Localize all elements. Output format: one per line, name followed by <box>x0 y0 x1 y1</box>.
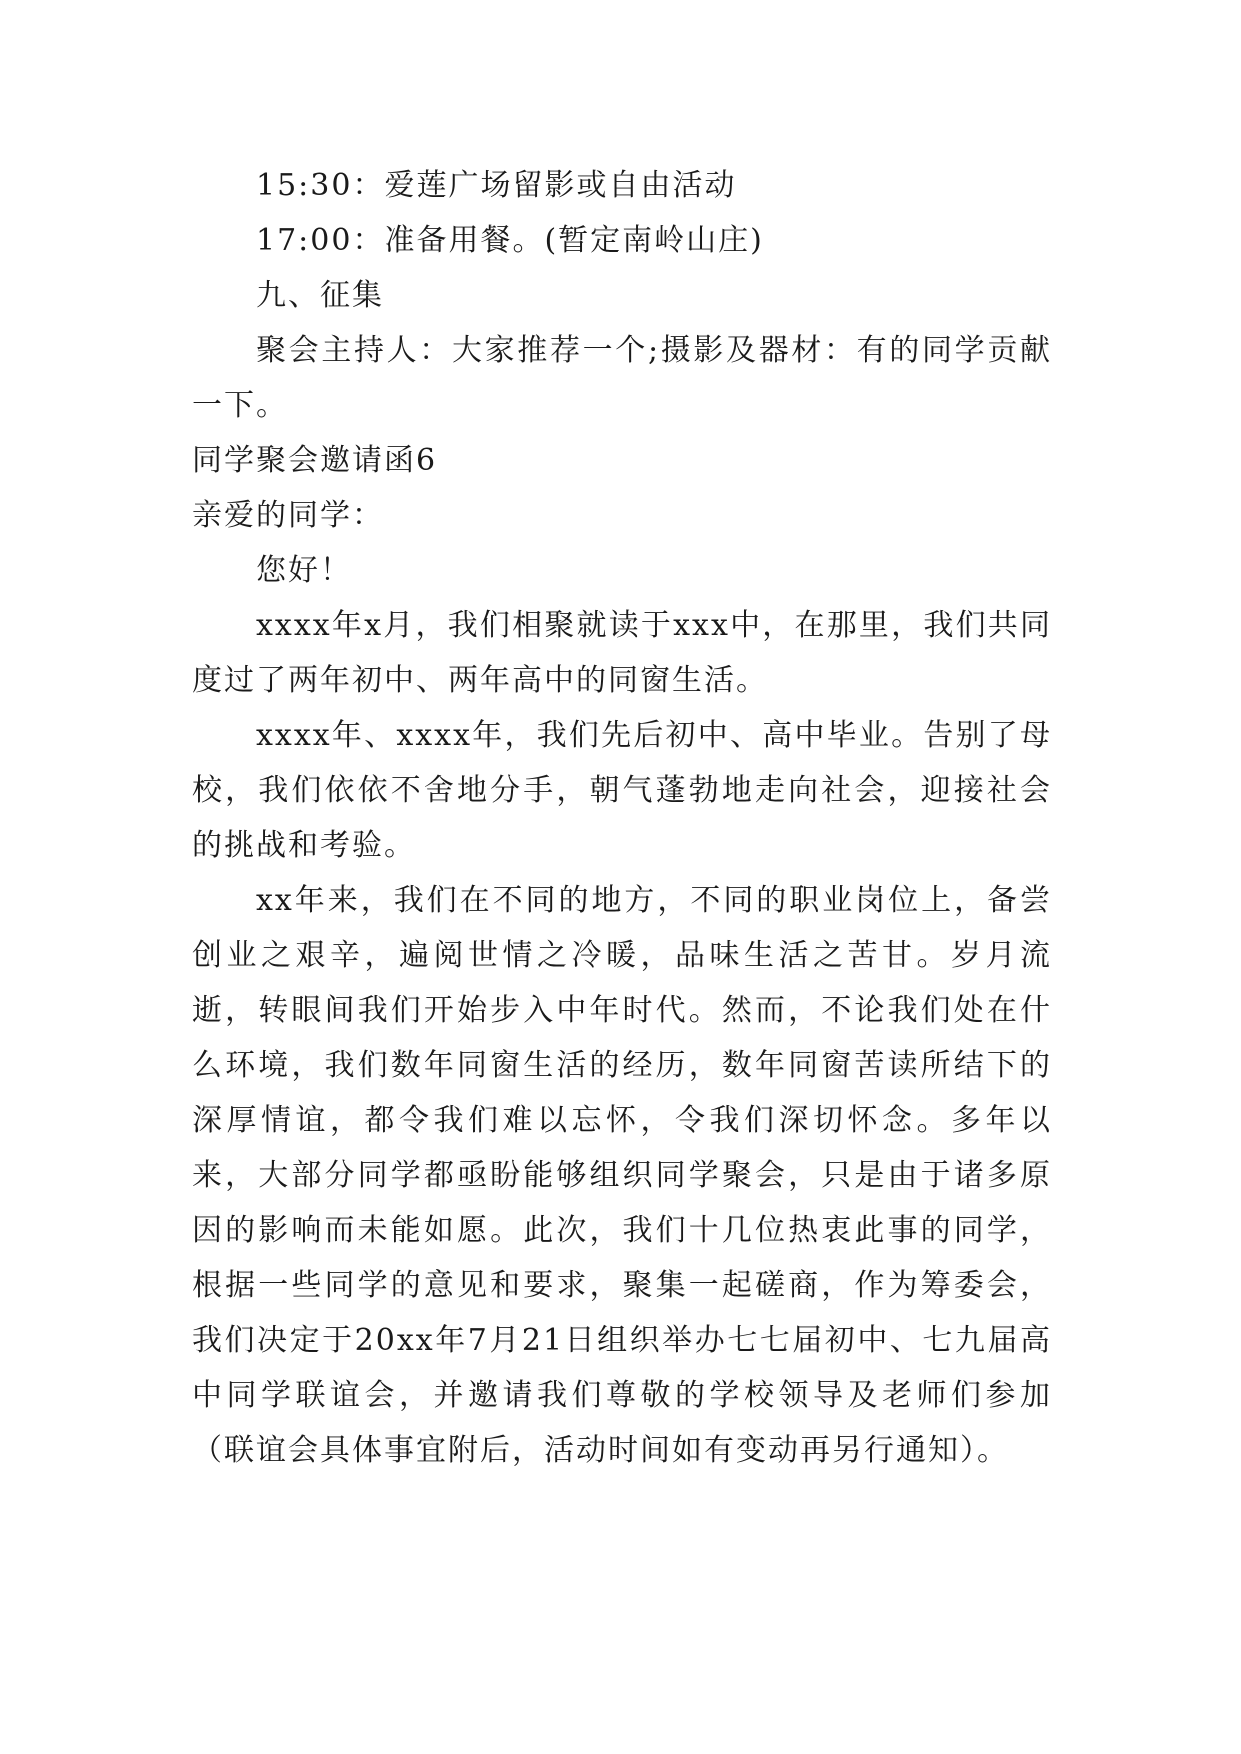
schedule-item-1700: 17:00：准备用餐。(暂定南岭山庄) <box>256 223 764 258</box>
section-heading-nine: 九、征集 <box>256 278 384 313</box>
letter-heading: 同学聚会邀请函6 <box>192 443 438 478</box>
document-body <box>192 158 1052 1478</box>
paragraph-1: xxxx年x月，我们相聚就读于xxx中，在那里，我们共同度过了两年初中、两年高中的同窗生活。 <box>192 608 1052 698</box>
schedule-item-1530: 15:30：爱莲广场留影或自由活动 <box>256 168 737 203</box>
greeting: 您好！ <box>256 553 352 588</box>
paragraph-3: xx年来，我们在不同的地方，不同的职业岗位上，备尝创业之艰辛，遍阅世情之冷暖，品味生活之苦甘。岁月流逝，转眼间我们开始步入中年时代。然而，不论我们处在什么环境，我们数年同窗生活的经历，数年同窗苦读所结下的深厚情谊，都令我们难以忘怀，令我们深切怀念。多年以来，大部分同学都亟盼能够组织同学聚会，只是由于诸多原因的影响而未能如愿。此次，我们十几位热衷此事的同学，根据一些同学的意见和要求，聚集一起磋商，作为筹委会，我们决定于20xx年7月21日组织举办七七届初中、七九届高中同学联谊会，并邀请我们尊敬的学校领导及老师们参加（联谊会具体事宜附后，活动时间如有变动再另行通知）。 <box>192 883 1052 1468</box>
paragraph-2: xxxx年、xxxx年，我们先后初中、高中毕业。告别了母校，我们依依不舍地分手，朝气蓬勃地走向社会，迎接社会的挑战和考验。 <box>192 718 1052 863</box>
host-paragraph: 聚会主持人：大家推荐一个;摄影及器材：有的同学贡献一下。 <box>192 333 1052 423</box>
salutation: 亲爱的同学： <box>192 498 384 533</box>
